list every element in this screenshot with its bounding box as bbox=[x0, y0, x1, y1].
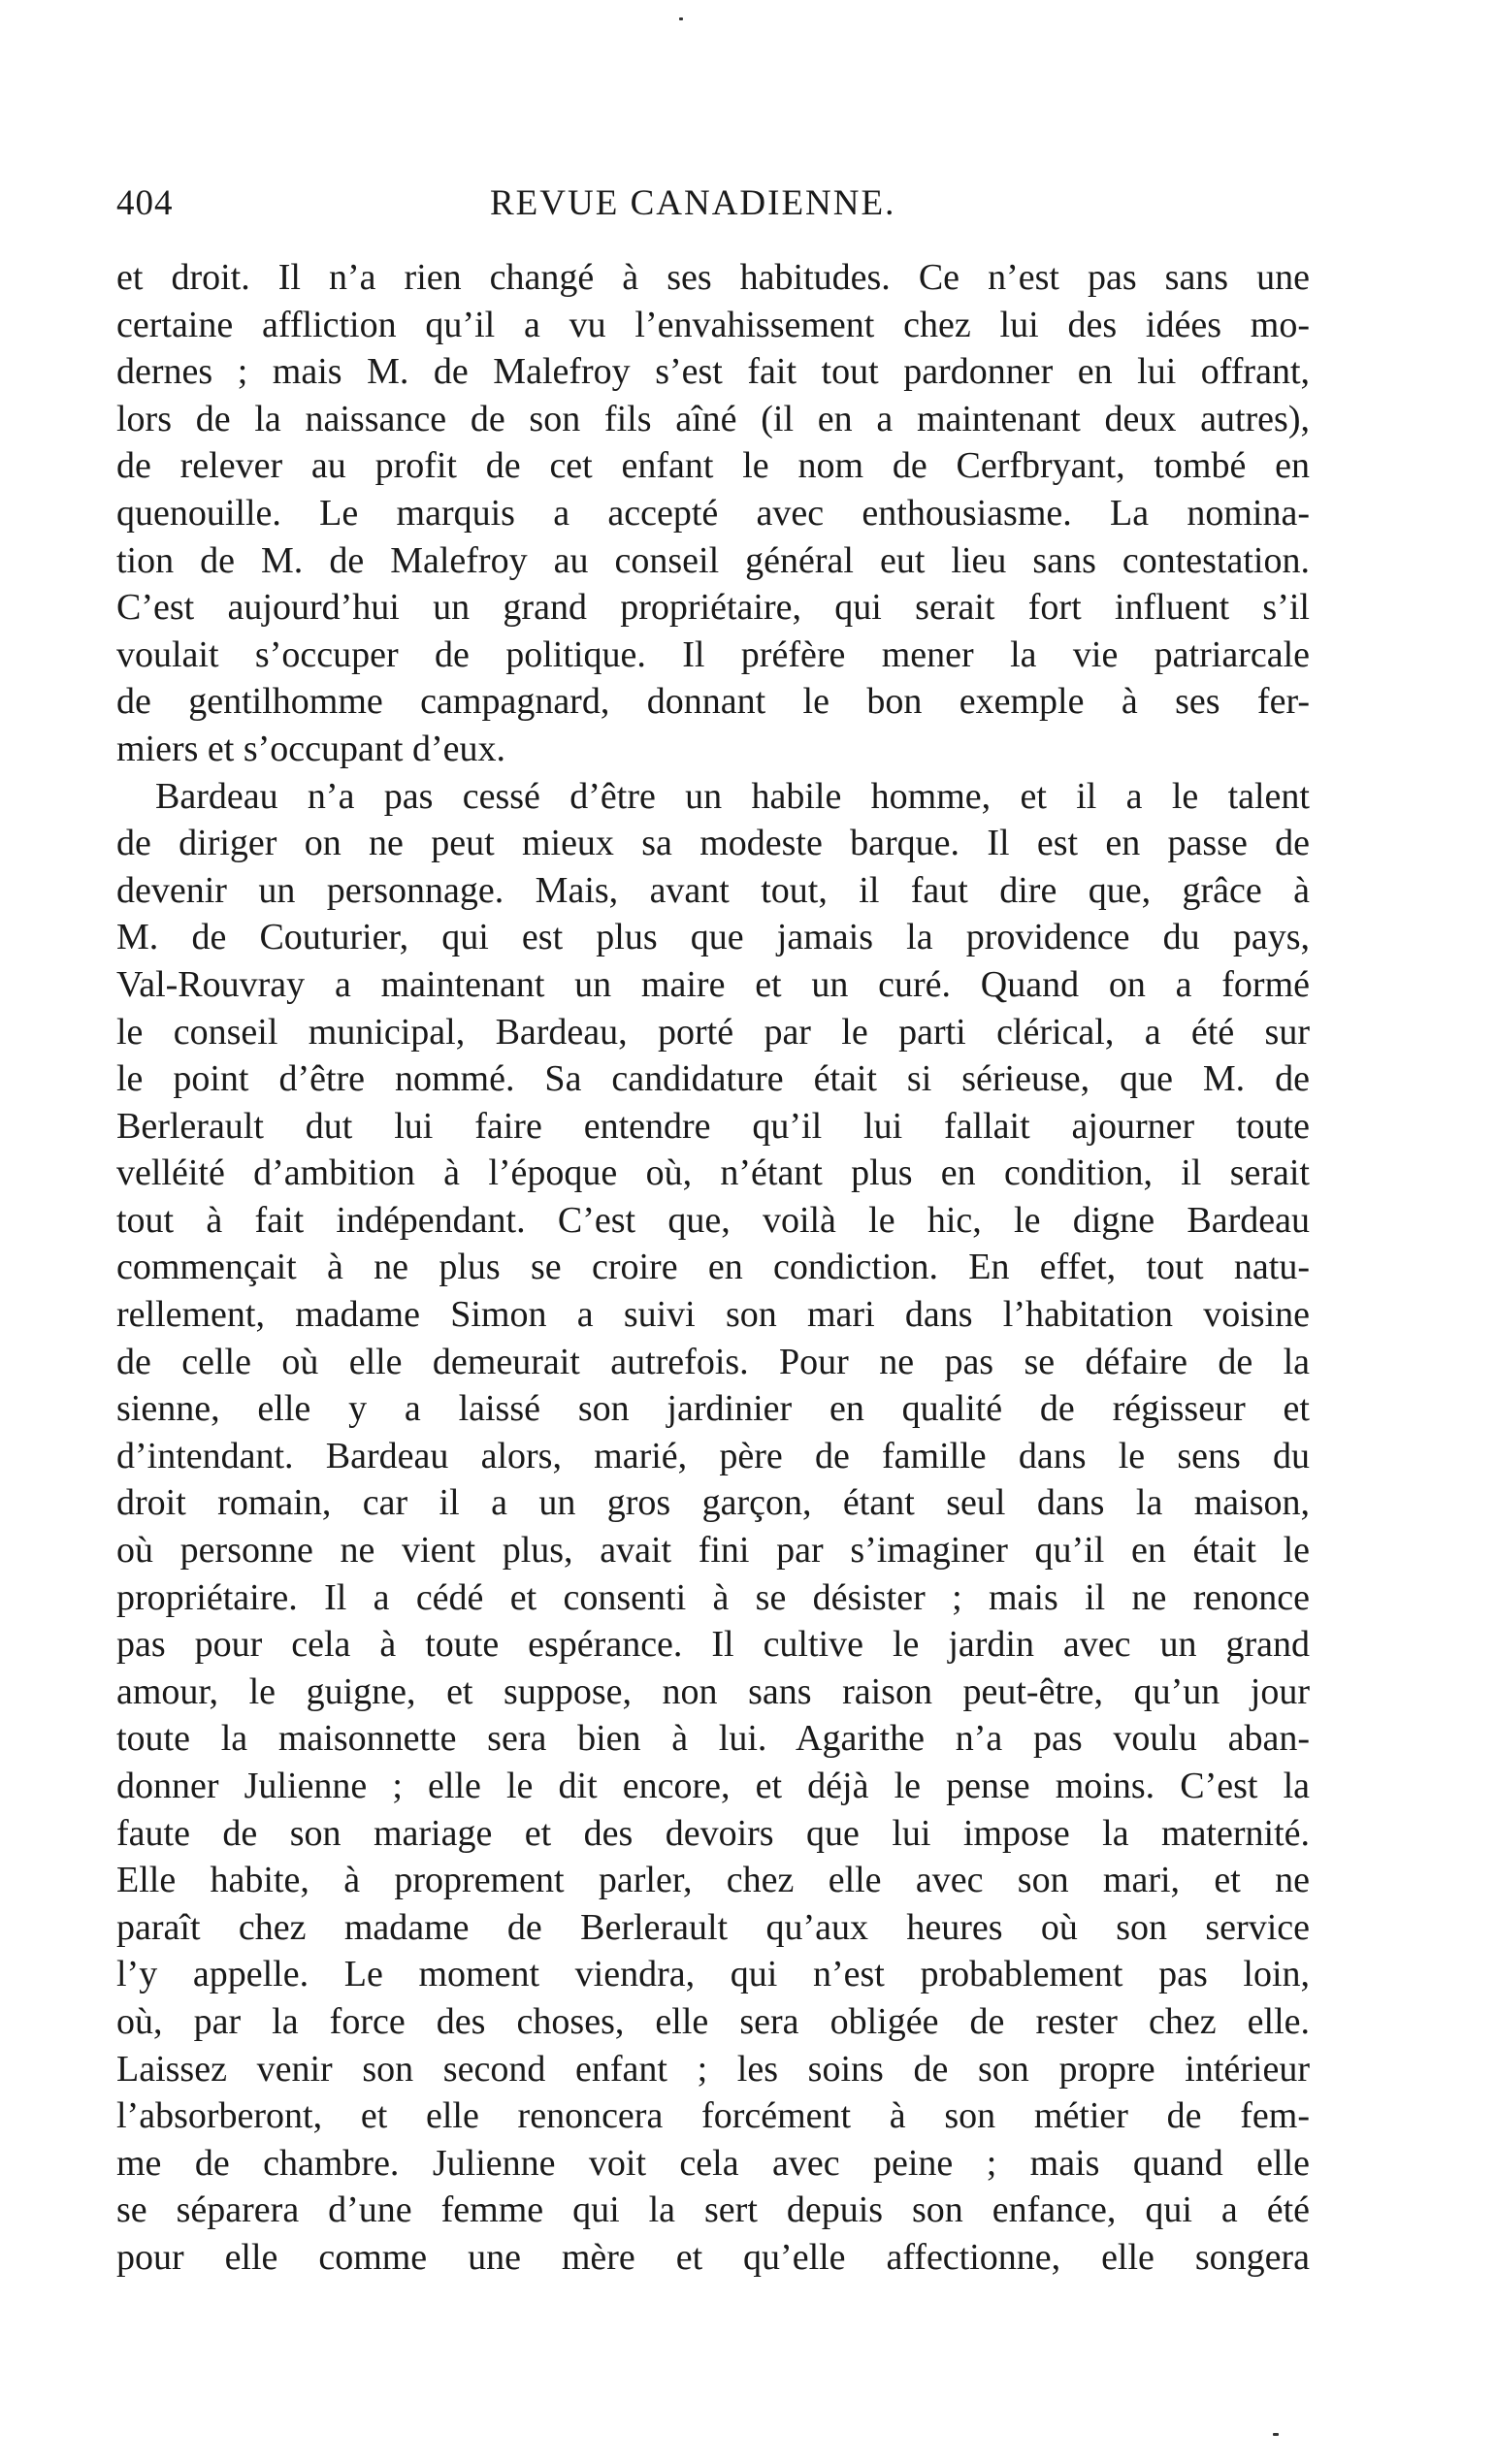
text-line: voulait s’occuper de politique. Il préfère mener la vie patriarcale bbox=[116, 633, 1310, 675]
text-line: tout à fait indépendant. C’est que, voilà le hic, le digne Bardeau bbox=[116, 1199, 1310, 1241]
text-line: Elle habite, à proprement parler, chez elle avec son mari, et ne bbox=[116, 1860, 1310, 1901]
text-line: commençait à ne plus se croire en condiction. En effet, tout natu- bbox=[116, 1247, 1310, 1288]
text-line: lors de la naissance de son fils aîné (il en a maintenant deux autres), bbox=[116, 398, 1310, 439]
text-line: sienne, elle y a laissé son jardinier en qualité de régisseur et bbox=[116, 1388, 1310, 1430]
ink-speck bbox=[1273, 2433, 1279, 2436]
text-line: paraît chez madame de Berlerault qu’aux heures où son service bbox=[116, 1906, 1310, 1948]
text-line: tion de M. de Malefroy au conseil général eut lieu sans contestation. bbox=[116, 539, 1310, 581]
text-line: devenir un personnage. Mais, avant tout, il faut dire que, grâce à bbox=[116, 869, 1310, 911]
text-line: quenouille. Le marquis a accepté avec enthousiasme. La nomina- bbox=[116, 492, 1310, 534]
text-line: pas pour cela à toute espérance. Il cultive le jardin avec un grand bbox=[116, 1624, 1310, 1666]
text-line: le point d’être nommé. Sa candidature était si sérieuse, que M. de bbox=[116, 1058, 1310, 1100]
text-line: l’absorberont, et elle renoncera forcément à son métier de fem- bbox=[116, 2095, 1310, 2137]
text-line: le conseil municipal, Bardeau, porté par le parti clérical, a été sur bbox=[116, 1011, 1310, 1053]
running-title: REVUE CANADIENNE. bbox=[490, 183, 896, 223]
text-line: amour, le guigne, et suppose, non sans raison peut-être, qu’un jour bbox=[116, 1670, 1310, 1712]
text-line: Val-Rouvray a maintenant un maire et un curé. Quand on a formé bbox=[116, 963, 1310, 1005]
text-line: se séparera d’une femme qui la sert depuis son enfance, qui a été bbox=[116, 2189, 1310, 2231]
paragraph-first-line: Bardeau n’a pas cessé d’être un habile homme, et il a le talent bbox=[155, 775, 1310, 817]
paragraph-last-line: miers et s’occupant d’eux. bbox=[116, 728, 505, 769]
body-text bbox=[116, 254, 1310, 2282]
text-line: où personne ne vient plus, avait fini par s’imaginer qu’il en était le bbox=[116, 1530, 1310, 1572]
text-line: velléité d’ambition à l’époque où, n’étant plus en condition, il serait bbox=[116, 1152, 1310, 1194]
text-line: donner Julienne ; elle le dit encore, et déjà le pense moins. C’est la bbox=[116, 1766, 1310, 1806]
text-line: me de chambre. Julienne voit cela avec peine ; mais quand elle bbox=[116, 2142, 1310, 2184]
text-line: où, par la force des choses, elle sera obligée de rester chez elle. bbox=[116, 2000, 1310, 2042]
text-line: dernes ; mais M. de Malefroy s’est fait tout pardonner en lui offrant, bbox=[116, 351, 1310, 393]
text-line: l’y appelle. Le moment viendra, qui n’est probablement pas loin, bbox=[116, 1954, 1310, 1995]
text-line: d’intendant. Bardeau alors, marié, père de famille dans le sens du bbox=[116, 1435, 1310, 1476]
text-line: droit romain, car il a un gros garçon, étant seul dans la maison, bbox=[116, 1482, 1310, 1524]
text-line: Laissez venir son second enfant ; les soins de son propre intérieur bbox=[116, 2048, 1310, 2090]
text-line: pour elle comme une mère et qu’elle affectionne, elle songera bbox=[116, 2236, 1310, 2278]
text-line: propriétaire. Il a cédé et consenti à se désister ; mais il ne renonce bbox=[116, 1576, 1310, 1618]
text-line: certaine affliction qu’il a vu l’envahissement chez lui des idées mo- bbox=[116, 304, 1310, 345]
page-header bbox=[116, 182, 1310, 241]
text-line: et droit. Il n’a rien changé à ses habitudes. Ce n’est pas sans une bbox=[116, 257, 1310, 298]
text-line: M. de Couturier, qui est plus que jamais la providence du pays, bbox=[116, 917, 1310, 958]
page-number: 404 bbox=[116, 183, 174, 223]
text-line: toute la maisonnette sera bien à lui. Agarithe n’a pas voulu aban- bbox=[116, 1718, 1310, 1760]
text-line: de diriger on ne peut mieux sa modeste barque. Il est en passe de bbox=[116, 823, 1310, 864]
ink-speck bbox=[679, 17, 683, 20]
text-line: de relever au profit de cet enfant le nom de Cerfbryant, tombé en bbox=[116, 445, 1310, 487]
text-line: Berlerault dut lui faire entendre qu’il lui fallait ajourner toute bbox=[116, 1105, 1310, 1147]
text-line: C’est aujourd’hui un grand propriétaire, qui serait fort influent s’il bbox=[116, 587, 1310, 629]
text-line: de gentilhomme campagnard, donnant le bon exemple à ses fer- bbox=[116, 681, 1310, 723]
text-line: faute de son mariage et des devoirs que lui impose la maternité. bbox=[116, 1812, 1310, 1854]
text-line: de celle où elle demeurait autrefois. Pour ne pas se défaire de la bbox=[116, 1341, 1310, 1382]
text-line: rellement, madame Simon a suivi son mari dans l’habitation voisine bbox=[116, 1294, 1310, 1336]
